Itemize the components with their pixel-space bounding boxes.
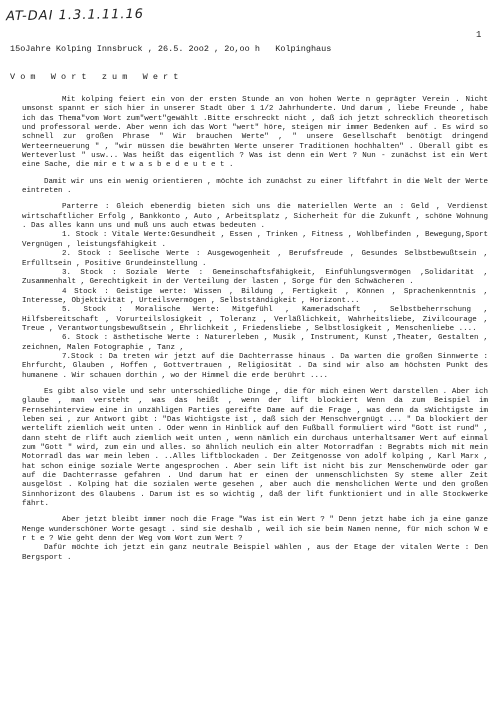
paragraph-stock-7: 7.Stock : Da treten wir jetzt auf die Dachterrasse hinaus . Da warten die großen Sinnwerte : Ehrfurcht, Glauben , Hoffen , Gottvertrauen , Religiosität . Da sind wir also am höchsten Punkt des humanene . Wir schauen dorthin , wo der Himmel die erde berührt .... [22,352,488,380]
paragraph-stock-5: 5. Stock : Moralische Werte: Mitgefühl , Kameradschaft , Selbstbeherrschung , Hilfsbereitschaft , Vorurteilslosigkeit , Toleranz , Verläßlichkeit, Wahrheitsliebe, Zivilcourage , Treue , Verantwortungsbewußtsein , Ehrlichkeit , Friedensliebe , Selbstlosigkeit , Menschenliebe .... [22,306,488,333]
page-number: 1 [476,30,482,40]
paragraph-stock-4: 4 Stock : Geistige werte: Wissen , Bildung , Fertigkeit , Können , Sprachenkenntnis , Interesse, Objektivität , Urteilsvermögen , Selbstständigkeit , Horizont... [22,287,488,305]
header-line: 15oJahre Kolping Innsbruck , 26.5. 2oo2 , 2o,oo h Kolpinghaus [10,44,332,54]
paragraph-parterre: Parterre : Gleich ebenerdig bieten sich uns die materiellen Werte an : Geld , Verdienst wirtschaftlicher Erfolg , Bankkonto , Auto , Arbeitsplatz , Sicherheit für die Zukunft , schöne Wohnung . Das alles kann uns und muß uns auch etwas bedeuten . [22,203,488,231]
paragraph-values-lift: Es gibt also viele und sehr unterschiedliche Dinge , die für mich einen Wert darstellen . Aber ich glaube , man versteht , was das heißt , wenn der lift blockiert Wenn da zum Beispiel im Fernsehinterview eine in unzähligen Parties gereifte Dame auf die Frage , was denn da sWichtigste im leben sei , zur Antwort gibt : "Das Wichtigste ist , daß sich der Menschvergnügt ... " Da blockiert der wertelift ziemlich weit unten . Oder wenn in Hinblick auf den Fußball formuliert wird "Gott ist rund" , dann steht de rlift auch ziemlich weit unten , wenn nämlich ein durchaus unterhaltsamer Wert auf einmal zum "Gott " wird, zum ein und alles. so ähnlich neulich ein alter Motorradfan : Begrabts mich mit mein Motorradl das war mein leben . ..Alles liftblockaden . Der Zeitgenosse von adolf kolping , Karl Marx , hat schon einige soziale Werte angesprochen . Aber sein lift ist nicht bis zur Menschenwürde oder gar auf die Dachterrasse gefahren . Und darum hat er einen der unmenschlichsten Sy steme aller Zeit ausgelöst . Kolping hat die sozialen werte gesehen , aber auch die menshclichen Werte und den großen Sinnhorizont des Glaubens . Darum ist es so wichtig , daß der lift funktioniert und in alle Stockwerke fährt. [22,387,488,509]
paragraph-stock-1: 1. Stock : Vitale Werte:Gesundheit , Essen , Trinken , Fitness , Wohlbefinden , Bewegung,Sport Vergnügen , leistungsfähigkeit . [22,231,488,249]
paragraph-stock-6: 6. Stock : ästhetische Werte : Naturerleben , Musik , Instrument, Kunst ,Theater, Gestalten , zeichnen, Malen Fotographie , Tanz , [22,334,488,352]
document-body [22,96,488,563]
paragraph-intro: Mit kolping feiert ein von der ersten Stunde an von hohen Werte n geprägter Verein . Nicht umsonst spannt er sich hier in unserer Stadt über 1 1/2 Jahrhunderte. Und darum , liebe Freunde , habe ich das Thema"vom Wort zum"wert"gewählt .Bitte erschreckt nicht , daß ich jetzt schrecklich theoretisch und professoral werde. Aber wenn ich das Wort "wert" höre, steigen mir immer Bedenken auf . Es wird so schnell zur großen Phrase " Wir brauchen Werte" , " unsere Gesellschaft benötigt dringend Werteerneuerung " , "wir müssen die bewährten Werte unserer Traditionen hochhalten" . Überall gibt es Werteverlust " usw... Was heißt das eigentlich ? Was ist denn ein Wert ? Nun - zunächst ist ein Wert eine Sache, die mir e t w a s b e d e u t e t . [22,96,488,170]
paragraph-example: Dafür möchte ich jetzt ein ganz neutrale Beispiel wählen , aus der Etage der vitalen Werte : Den Bergsport . [22,544,488,562]
archive-stamp: AT-DAI 1.3.1.11.16 [5,6,145,25]
document-title: V o m W o r t z u m W e r t [10,72,179,82]
paragraph-stock-2: 2. Stock : Seelische Werte : Ausgewogenheit , Berufsfreude , Gesundes Selbstbewußtsein , Erfülltsein , Positive Grundeinstellung . [22,250,488,268]
paragraph-question: Aber jetzt bleibt immer noch die Frage "Was ist ein Wert ? " Denn jetzt habe ich ja eine ganze Menge wunderschöner Worte gesagt . sind sie deshalb , weil ich sie beim Namen nenne, für mich schon W e r t e ? Wie geht denn der Weg vom Wort zum Wert ? [22,516,488,544]
paragraph-orientation: Damit wir uns ein wenig orientieren , möchte ich zunächst zu einer liftfahrt in die Welt der Werte eintreten . [22,177,488,196]
paragraph-stock-3: 3. Stock : Soziale Werte : Gemeinschaftsfähigkeit, Einfühlungsvermögen ,Solidarität , Zusammenhalt , Gerechtigkeit in der Verteilung der lasten , Sorge für den Schwächeren . [22,268,488,287]
